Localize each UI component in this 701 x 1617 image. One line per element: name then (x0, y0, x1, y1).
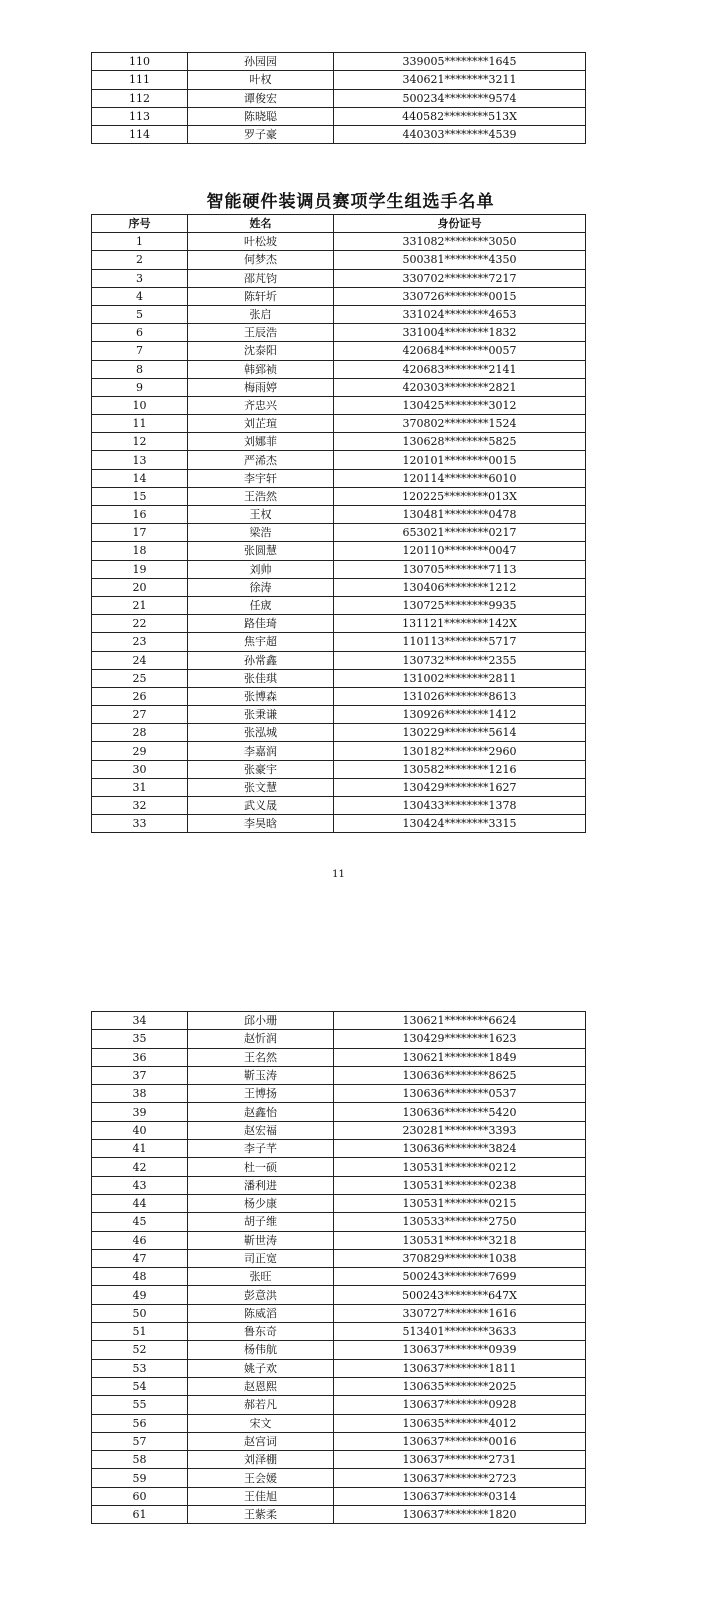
cell-name: 王佳旭 (188, 1487, 334, 1505)
cell-serial: 52 (92, 1341, 188, 1359)
table-row (92, 797, 586, 815)
table-row (92, 742, 586, 760)
table-row (92, 1359, 586, 1377)
cell-name: 叶权 (188, 71, 334, 89)
cell-serial: 61 (92, 1506, 188, 1524)
table-row (92, 415, 586, 433)
table-row (92, 433, 586, 451)
cell-serial: 60 (92, 1487, 188, 1505)
cell-id-number: 331024********4653 (334, 305, 586, 323)
cell-id-number: 130621********1849 (334, 1048, 586, 1066)
cell-name: 王名然 (188, 1048, 334, 1066)
cell-id-number: 130229********5614 (334, 724, 586, 742)
cell-serial: 34 (92, 1012, 188, 1030)
table-row (92, 1085, 586, 1103)
cell-id-number: 120101********0015 (334, 451, 586, 469)
cell-serial: 45 (92, 1213, 188, 1231)
table-row (92, 596, 586, 614)
cell-name: 张旺 (188, 1268, 334, 1286)
cell-id-number: 130637********0314 (334, 1487, 586, 1505)
cell-serial: 18 (92, 542, 188, 560)
cell-id-number: 130424********3315 (334, 815, 586, 833)
cell-id-number: 331082********3050 (334, 233, 586, 251)
table-row (92, 1341, 586, 1359)
cell-id-number: 131026********8613 (334, 687, 586, 705)
cell-id-number: 500243********647X (334, 1286, 586, 1304)
cell-serial: 10 (92, 396, 188, 414)
cell-id-number: 130636********5420 (334, 1103, 586, 1121)
cell-name: 彭意洪 (188, 1286, 334, 1304)
table-row (92, 1103, 586, 1121)
cell-id-number: 500243********7699 (334, 1268, 586, 1286)
cell-serial: 1 (92, 233, 188, 251)
cell-id-number: 440582********513X (334, 107, 586, 125)
cell-name: 靳世涛 (188, 1231, 334, 1249)
cell-serial: 25 (92, 669, 188, 687)
cell-id-number: 130725********9935 (334, 596, 586, 614)
cell-serial: 28 (92, 724, 188, 742)
section-title: 智能硬件装调员赛项学生组选手名单 (206, 192, 495, 212)
cell-id-number: 130635********2025 (334, 1377, 586, 1395)
cell-name: 杨少康 (188, 1194, 334, 1212)
cell-serial: 8 (92, 360, 188, 378)
cell-name: 杨伟航 (188, 1341, 334, 1359)
cell-serial: 53 (92, 1359, 188, 1377)
cell-serial: 37 (92, 1066, 188, 1084)
cell-serial: 31 (92, 778, 188, 796)
cell-serial: 42 (92, 1158, 188, 1176)
table-row (92, 687, 586, 705)
table-row (92, 1268, 586, 1286)
cell-name: 张博森 (188, 687, 334, 705)
cell-id-number: 370802********1524 (334, 415, 586, 433)
cell-serial: 111 (92, 71, 188, 89)
cell-serial: 58 (92, 1451, 188, 1469)
cell-name: 张圆慧 (188, 542, 334, 560)
cell-id-number: 653021********0217 (334, 524, 586, 542)
cell-serial: 17 (92, 524, 188, 542)
table-row (92, 89, 586, 107)
cell-id-number: 130637********1811 (334, 1359, 586, 1377)
table-row (92, 1231, 586, 1249)
table-row (92, 469, 586, 487)
cell-id-number: 130531********0212 (334, 1158, 586, 1176)
table-row (92, 269, 586, 287)
cell-serial: 113 (92, 107, 188, 125)
cell-serial: 5 (92, 305, 188, 323)
cell-id-number: 420684********0057 (334, 342, 586, 360)
table-row (92, 1176, 586, 1194)
table-row (92, 251, 586, 269)
cell-id-number: 130429********1627 (334, 778, 586, 796)
cell-name: 鲁东奇 (188, 1323, 334, 1341)
cell-name: 陈轩圻 (188, 287, 334, 305)
cell-id-number: 130406********1212 (334, 578, 586, 596)
cell-serial: 59 (92, 1469, 188, 1487)
cell-serial: 21 (92, 596, 188, 614)
cell-serial: 40 (92, 1121, 188, 1139)
table-row (92, 126, 586, 144)
table-row (92, 1213, 586, 1231)
table-row (92, 1012, 586, 1030)
table-body (92, 53, 586, 144)
cell-serial: 7 (92, 342, 188, 360)
roster-table-next-page (91, 1011, 586, 1524)
cell-id-number: 130705********7113 (334, 560, 586, 578)
table-row (92, 724, 586, 742)
cell-name: 陈威滔 (188, 1304, 334, 1322)
cell-id-number: 500234********9574 (334, 89, 586, 107)
table-row (92, 305, 586, 323)
cell-name: 路佳琦 (188, 615, 334, 633)
cell-name: 陈晓聪 (188, 107, 334, 125)
cell-id-number: 440303********4539 (334, 126, 586, 144)
cell-serial: 16 (92, 506, 188, 524)
cell-name: 靳玉涛 (188, 1066, 334, 1084)
table-row (92, 706, 586, 724)
table-row (92, 506, 586, 524)
cell-name: 郝若凡 (188, 1396, 334, 1414)
cell-name: 司正宽 (188, 1249, 334, 1267)
cell-id-number: 130582********1216 (334, 760, 586, 778)
table-row (92, 360, 586, 378)
cell-id-number: 330726********0015 (334, 287, 586, 305)
cell-id-number: 120114********6010 (334, 469, 586, 487)
table-row (92, 1048, 586, 1066)
cell-name: 韩郅祯 (188, 360, 334, 378)
cell-name: 齐忠兴 (188, 396, 334, 414)
cell-name: 刘芷瑄 (188, 415, 334, 433)
cell-serial: 12 (92, 433, 188, 451)
cell-name: 梅雨婷 (188, 378, 334, 396)
cell-name: 王权 (188, 506, 334, 524)
table-row (92, 524, 586, 542)
table-row (92, 71, 586, 89)
cell-name: 沈泰阳 (188, 342, 334, 360)
cell-id-number: 130182********2960 (334, 742, 586, 760)
cell-id-number: 120110********0047 (334, 542, 586, 560)
cell-id-number: 130636********3824 (334, 1140, 586, 1158)
cell-name: 严浠杰 (188, 451, 334, 469)
cell-serial: 19 (92, 560, 188, 578)
header-serial: 序号 (92, 215, 188, 233)
cell-serial: 13 (92, 451, 188, 469)
table-row (92, 560, 586, 578)
cell-id-number: 130637********0939 (334, 1341, 586, 1359)
cell-name: 王辰浩 (188, 324, 334, 342)
cell-name: 张启 (188, 305, 334, 323)
cell-name: 王紫柔 (188, 1506, 334, 1524)
cell-id-number: 131002********2811 (334, 669, 586, 687)
table-row (92, 1140, 586, 1158)
cell-id-number: 130636********0537 (334, 1085, 586, 1103)
cell-id-number: 330727********1616 (334, 1304, 586, 1322)
table-row (92, 1066, 586, 1084)
cell-id-number: 420303********2821 (334, 378, 586, 396)
cell-name: 张秉谦 (188, 706, 334, 724)
cell-id-number: 230281********3393 (334, 1121, 586, 1139)
table-row (92, 1506, 586, 1524)
cell-id-number: 130732********2355 (334, 651, 586, 669)
cell-name: 赵宏福 (188, 1121, 334, 1139)
table-row (92, 1121, 586, 1139)
page-number: 11 (332, 869, 345, 880)
table-row (92, 815, 586, 833)
header-id-number: 身份证号 (334, 215, 586, 233)
cell-name: 徐涛 (188, 578, 334, 596)
cell-serial: 54 (92, 1377, 188, 1395)
cell-name: 武义晟 (188, 797, 334, 815)
cell-id-number: 130481********0478 (334, 506, 586, 524)
cell-id-number: 130533********2750 (334, 1213, 586, 1231)
cell-id-number: 513401********3633 (334, 1323, 586, 1341)
cell-serial: 49 (92, 1286, 188, 1304)
cell-id-number: 130429********1623 (334, 1030, 586, 1048)
cell-name: 张泓城 (188, 724, 334, 742)
cell-id-number: 130636********8625 (334, 1066, 586, 1084)
cell-serial: 110 (92, 53, 188, 71)
cell-name: 叶松坡 (188, 233, 334, 251)
table-row (92, 760, 586, 778)
cell-name: 潘利进 (188, 1176, 334, 1194)
cell-serial: 112 (92, 89, 188, 107)
cell-serial: 50 (92, 1304, 188, 1322)
cell-serial: 43 (92, 1176, 188, 1194)
cell-name: 张豪宇 (188, 760, 334, 778)
cell-serial: 20 (92, 578, 188, 596)
cell-name: 李昊晗 (188, 815, 334, 833)
cell-name: 王会媛 (188, 1469, 334, 1487)
cell-serial: 35 (92, 1030, 188, 1048)
table-row (92, 669, 586, 687)
cell-serial: 39 (92, 1103, 188, 1121)
cell-name: 王浩然 (188, 487, 334, 505)
cell-serial: 14 (92, 469, 188, 487)
cell-id-number: 130637********2731 (334, 1451, 586, 1469)
cell-name: 赵宫词 (188, 1432, 334, 1450)
cell-name: 谭俊宏 (188, 89, 334, 107)
table-row (92, 396, 586, 414)
table-row (92, 1396, 586, 1414)
cell-serial: 57 (92, 1432, 188, 1450)
cell-serial: 30 (92, 760, 188, 778)
cell-id-number: 130621********6624 (334, 1012, 586, 1030)
cell-name: 孙园园 (188, 53, 334, 71)
table-row (92, 1158, 586, 1176)
cell-id-number: 130637********2723 (334, 1469, 586, 1487)
cell-name: 赵鑫怡 (188, 1103, 334, 1121)
cell-serial: 6 (92, 324, 188, 342)
cell-serial: 11 (92, 415, 188, 433)
cell-id-number: 331004********1832 (334, 324, 586, 342)
cell-id-number: 330702********7217 (334, 269, 586, 287)
table-row (92, 542, 586, 560)
cell-serial: 36 (92, 1048, 188, 1066)
cell-serial: 51 (92, 1323, 188, 1341)
cell-serial: 15 (92, 487, 188, 505)
cell-name: 胡子维 (188, 1213, 334, 1231)
cell-serial: 26 (92, 687, 188, 705)
cell-serial: 48 (92, 1268, 188, 1286)
cell-name: 杜一硕 (188, 1158, 334, 1176)
table-row (92, 1286, 586, 1304)
cell-name: 张佳琪 (188, 669, 334, 687)
cell-id-number: 339005********1645 (334, 53, 586, 71)
cell-name: 李嘉润 (188, 742, 334, 760)
table-row (92, 615, 586, 633)
table-row (92, 1414, 586, 1432)
cell-name: 赵恩熙 (188, 1377, 334, 1395)
cell-serial: 55 (92, 1396, 188, 1414)
cell-name: 任宬 (188, 596, 334, 614)
table-row (92, 1249, 586, 1267)
table-row (92, 1469, 586, 1487)
table-row (92, 451, 586, 469)
cell-id-number: 130433********1378 (334, 797, 586, 815)
cell-serial: 32 (92, 797, 188, 815)
cell-id-number: 120225********013X (334, 487, 586, 505)
cell-name: 刘娜菲 (188, 433, 334, 451)
cell-id-number: 130637********0928 (334, 1396, 586, 1414)
cell-serial: 24 (92, 651, 188, 669)
cell-serial: 9 (92, 378, 188, 396)
cell-serial: 46 (92, 1231, 188, 1249)
cell-serial: 33 (92, 815, 188, 833)
cell-name: 刘帅 (188, 560, 334, 578)
cell-id-number: 131121********142X (334, 615, 586, 633)
table-row (92, 233, 586, 251)
cell-id-number: 130531********0215 (334, 1194, 586, 1212)
cell-id-number: 130425********3012 (334, 396, 586, 414)
cell-serial: 44 (92, 1194, 188, 1212)
header-row (92, 215, 586, 233)
cell-name: 刘泽棚 (188, 1451, 334, 1469)
cell-id-number: 130531********0238 (334, 1176, 586, 1194)
cell-name: 梁浩 (188, 524, 334, 542)
cell-name: 邵芃钧 (188, 269, 334, 287)
table-row (92, 578, 586, 596)
table-row (92, 378, 586, 396)
table-row (92, 1323, 586, 1341)
cell-serial: 3 (92, 269, 188, 287)
table-row (92, 651, 586, 669)
cell-name: 赵忻润 (188, 1030, 334, 1048)
table-row (92, 1377, 586, 1395)
cell-id-number: 130637********1820 (334, 1506, 586, 1524)
cell-name: 焦宇超 (188, 633, 334, 651)
cell-name: 张文慧 (188, 778, 334, 796)
table-body (92, 233, 586, 833)
cell-serial: 41 (92, 1140, 188, 1158)
table-row (92, 1304, 586, 1322)
cell-serial: 22 (92, 615, 188, 633)
table-row (92, 287, 586, 305)
cell-serial: 114 (92, 126, 188, 144)
table-row (92, 1432, 586, 1450)
cell-id-number: 500381********4350 (334, 251, 586, 269)
cell-serial: 47 (92, 1249, 188, 1267)
table-row (92, 1451, 586, 1469)
table-row (92, 1194, 586, 1212)
cell-id-number: 130926********1412 (334, 706, 586, 724)
cell-serial: 56 (92, 1414, 188, 1432)
cell-name: 邱小珊 (188, 1012, 334, 1030)
cell-id-number: 130637********0016 (334, 1432, 586, 1450)
cell-name: 李子芊 (188, 1140, 334, 1158)
roster-table-continued (91, 52, 586, 144)
table-row (92, 778, 586, 796)
cell-serial: 4 (92, 287, 188, 305)
cell-serial: 38 (92, 1085, 188, 1103)
table-row (92, 342, 586, 360)
table-row (92, 53, 586, 71)
cell-id-number: 130628********5825 (334, 433, 586, 451)
cell-serial: 2 (92, 251, 188, 269)
cell-serial: 29 (92, 742, 188, 760)
header-name: 姓名 (188, 215, 334, 233)
cell-id-number: 420683********2141 (334, 360, 586, 378)
cell-name: 何梦杰 (188, 251, 334, 269)
cell-name: 李宇轩 (188, 469, 334, 487)
cell-serial: 27 (92, 706, 188, 724)
cell-id-number: 110113********5717 (334, 633, 586, 651)
table-row (92, 487, 586, 505)
cell-serial: 23 (92, 633, 188, 651)
table-row (92, 1487, 586, 1505)
table-body (92, 1012, 586, 1524)
table-row (92, 633, 586, 651)
cell-id-number: 370829********1038 (334, 1249, 586, 1267)
table-row (92, 107, 586, 125)
cell-id-number: 130635********4012 (334, 1414, 586, 1432)
cell-name: 王博扬 (188, 1085, 334, 1103)
cell-name: 宋文 (188, 1414, 334, 1432)
roster-table-student-group (91, 214, 586, 833)
cell-id-number: 340621********3211 (334, 71, 586, 89)
cell-name: 姚子欢 (188, 1359, 334, 1377)
cell-name: 孙常鑫 (188, 651, 334, 669)
cell-name: 罗子豪 (188, 126, 334, 144)
cell-id-number: 130531********3218 (334, 1231, 586, 1249)
table-row (92, 324, 586, 342)
table-row (92, 1030, 586, 1048)
